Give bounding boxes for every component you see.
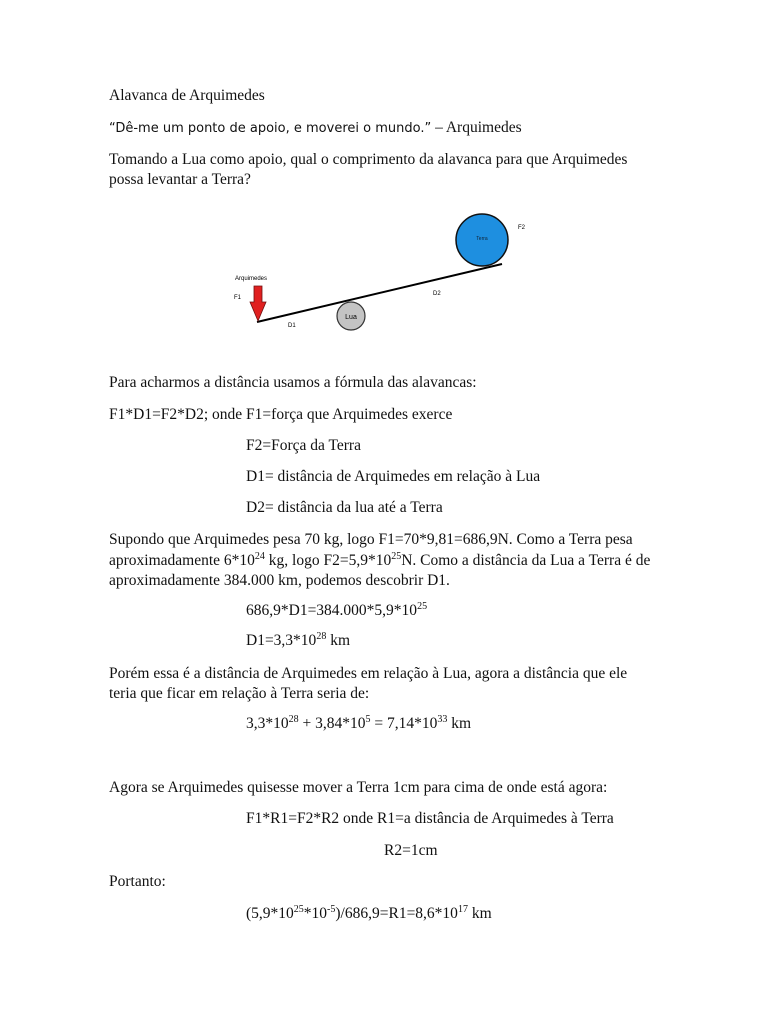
exponent: 33: [437, 714, 448, 725]
question-line-1: Tomando a Lua como apoio, qual o comprimento da alavanca para que Arquimedes: [109, 151, 628, 168]
formula-intro: Para acharmos a distância usamos a fórmula das alavancas:: [109, 374, 477, 391]
paragraph2-line-1: Supondo que Arquimedes pesa 70 kg, logo F1=70*9,81=686,9N. Como a Terra pesa: [109, 531, 633, 548]
question-line-2: possa levantar a Terra?: [109, 171, 251, 188]
lever-diagram: [224, 200, 544, 360]
exponent: 28: [316, 631, 327, 642]
formula-line: F1*D1=F2*D2; onde F1=força que Arquimedes exerce: [109, 406, 453, 423]
exponent: -5: [327, 904, 336, 915]
equation-5: R2=1cm: [384, 842, 438, 859]
text-run: 686,9*D1=384.000*5,9*10: [246, 602, 418, 619]
text-run: km: [447, 715, 472, 732]
d2-label: D2: [433, 291, 441, 297]
definition-d1: D1= distância de Arquimedes em relação à Lua: [246, 468, 541, 485]
text-run: N. Como a distância da Lua a Terra é de: [401, 552, 651, 569]
text-run: km: [467, 905, 492, 922]
text-run: aproximadamente 6*10: [109, 552, 255, 569]
page-title: Alavanca de Arquimedes: [109, 87, 265, 104]
text-run: kg, logo F2=5,9*10: [264, 552, 392, 569]
paragraph3-line-1: Porém essa é a distância de Arquimedes em relação à Lua, agora a distância que ele: [109, 665, 628, 682]
quote-line: [109, 118, 522, 139]
quote-text: “Dê-me um ponto de apoio, e moverei o mundo.”: [109, 121, 432, 136]
moon-label: Lua: [345, 314, 357, 321]
exponent: 25: [391, 551, 402, 562]
f1-label: F1: [234, 295, 242, 301]
exponent: 28: [288, 714, 299, 725]
text-run: *10: [303, 905, 328, 922]
text-run: (5,9*10: [246, 905, 294, 922]
d1-label: D1: [288, 323, 296, 329]
exponent: 17: [457, 904, 468, 915]
text-run: + 3,84*10: [298, 715, 366, 732]
equation-2: [246, 631, 350, 651]
portanto-label: Portanto:: [109, 873, 166, 890]
quote-author: – Arquimedes: [431, 119, 522, 136]
equation-6: [246, 904, 492, 924]
definition-f2: F2=Força da Terra: [246, 437, 361, 454]
exponent: 25: [417, 601, 428, 612]
definition-d2: D2= distância da lua até a Terra: [246, 499, 443, 516]
exponent: 25: [293, 904, 304, 915]
text-run: = 7,14*10: [370, 715, 438, 732]
text-run: D1=3,3*10: [246, 632, 317, 649]
text-run: )/686,9=R1=8,6*10: [335, 905, 458, 922]
text-run: 3,3*10: [246, 715, 289, 732]
exponent: 24: [254, 551, 265, 562]
archimedes-label: Arquimedes: [235, 276, 268, 282]
f2-label: F2: [518, 225, 526, 231]
earth-label: Terra: [476, 236, 488, 242]
equation-3: [246, 714, 471, 734]
paragraph2-line-2: [109, 551, 650, 571]
text-run: km: [326, 632, 350, 649]
f1-arrow: [250, 286, 266, 321]
paragraph4: Agora se Arquimedes quisesse mover a Terra 1cm para cima de onde está agora:: [109, 779, 608, 796]
paragraph2-line-3: aproximadamente 384.000 km, podemos descobrir D1.: [109, 572, 450, 589]
lever-bar: [257, 264, 502, 322]
equation-1: [246, 601, 427, 621]
paragraph3-line-2: teria que ficar em relação à Terra seria de:: [109, 685, 370, 702]
equation-4: F1*R1=F2*R2 onde R1=a distância de Arquimedes à Terra: [246, 810, 614, 827]
exponent: 5: [365, 714, 371, 725]
